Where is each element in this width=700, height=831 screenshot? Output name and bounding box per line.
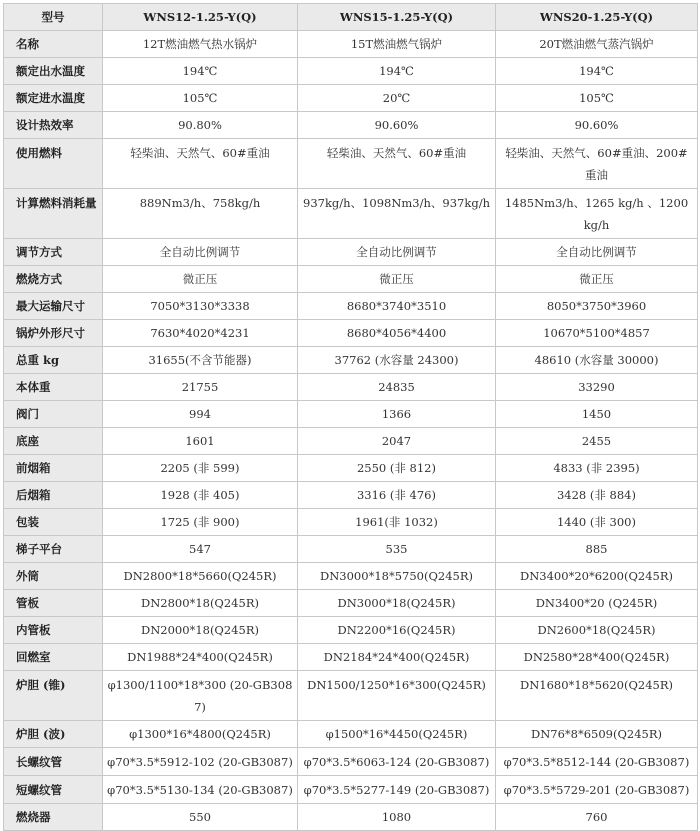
row-label: 外筒	[4, 563, 103, 590]
row-label: 本体重	[4, 374, 103, 401]
table-cell: 194℃	[298, 58, 496, 85]
row-label: 后烟箱	[4, 482, 103, 509]
table-row	[4, 58, 698, 85]
table-cell: 194℃	[496, 58, 698, 85]
row-label: 梯子平台	[4, 536, 103, 563]
table-cell: DN3400*20*6200(Q245R)	[496, 563, 698, 590]
table-cell: 937kg/h、1098Nm3/h、937kg/h	[298, 189, 496, 239]
table-cell: 全自动比例调节	[496, 239, 698, 266]
table-row	[4, 189, 698, 239]
row-label: 前烟箱	[4, 455, 103, 482]
table-row	[4, 721, 698, 748]
table-cell: φ1300/1100*18*300 (20-GB3087)	[103, 671, 298, 721]
table-cell: 37762 (水容量 24300)	[298, 347, 496, 374]
table-cell: 全自动比例调节	[298, 239, 496, 266]
table-row	[4, 509, 698, 536]
table-cell: 31655(不含节能器)	[103, 347, 298, 374]
table-cell: 12T燃油燃气热水锅炉	[103, 31, 298, 58]
table-cell: 21755	[103, 374, 298, 401]
table-cell: DN2800*18*5660(Q245R)	[103, 563, 298, 590]
table-cell: 1366	[298, 401, 496, 428]
table-row	[4, 293, 698, 320]
table-cell: 2205 (非 599)	[103, 455, 298, 482]
row-label: 锅炉外形尺寸	[4, 320, 103, 347]
table-cell: 轻柴油、天然气、60#重油	[103, 139, 298, 189]
table-row	[4, 85, 698, 112]
table-cell: DN3000*18*5750(Q245R)	[298, 563, 496, 590]
row-label: 计算燃料消耗量	[4, 189, 103, 239]
table-cell: 7050*3130*3338	[103, 293, 298, 320]
row-label: 底座	[4, 428, 103, 455]
row-label: 管板	[4, 590, 103, 617]
table-cell: 轻柴油、天然气、60#重油	[298, 139, 496, 189]
table-row	[4, 804, 698, 831]
table-cell: DN3400*20 (Q245R)	[496, 590, 698, 617]
table-cell: 1928 (非 405)	[103, 482, 298, 509]
table-row	[4, 536, 698, 563]
table-cell: DN1988*24*400(Q245R)	[103, 644, 298, 671]
table-cell: φ70*3.5*5729-201 (20-GB3087)	[496, 776, 698, 804]
table-row	[4, 139, 698, 189]
table-row	[4, 671, 698, 721]
row-label: 内管板	[4, 617, 103, 644]
table-cell: 1961(非 1032)	[298, 509, 496, 536]
table-cell: 194℃	[103, 58, 298, 85]
table-row	[4, 776, 698, 804]
row-label: 额定出水温度	[4, 58, 103, 85]
table-row	[4, 644, 698, 671]
table-cell: 994	[103, 401, 298, 428]
header-model-1: WNS12-1.25-Y(Q)	[103, 4, 298, 31]
table-cell: φ1500*16*4450(Q245R)	[298, 721, 496, 748]
table-cell: φ70*3.5*5277-149 (20-GB3087)	[298, 776, 496, 804]
table-cell: 全自动比例调节	[103, 239, 298, 266]
table-cell: 微正压	[298, 266, 496, 293]
table-cell: 3316 (非 476)	[298, 482, 496, 509]
table-cell: 24835	[298, 374, 496, 401]
table-cell: 7630*4020*4231	[103, 320, 298, 347]
table-cell: 1450	[496, 401, 698, 428]
table-cell: 889Nm3/h、758kg/h	[103, 189, 298, 239]
header-label: 型号	[4, 4, 103, 31]
table-cell: DN3000*18(Q245R)	[298, 590, 496, 617]
table-cell: φ70*3.5*8512-144 (20-GB3087)	[496, 748, 698, 776]
table-cell: 1485Nm3/h、1265 kg/h 、1200 kg/h	[496, 189, 698, 239]
table-cell: φ70*3.5*6063-124 (20-GB3087)	[298, 748, 496, 776]
table-cell: 2047	[298, 428, 496, 455]
row-label: 阀门	[4, 401, 103, 428]
table-row	[4, 347, 698, 374]
table-cell: 3428 (非 884)	[496, 482, 698, 509]
table-cell: 1601	[103, 428, 298, 455]
row-label: 炉胆 (波)	[4, 721, 103, 748]
table-row	[4, 374, 698, 401]
table-cell: DN2600*18(Q245R)	[496, 617, 698, 644]
row-label: 短螺纹管	[4, 776, 103, 804]
row-label: 最大运输尺寸	[4, 293, 103, 320]
table-cell: 8050*3750*3960	[496, 293, 698, 320]
header-model-2: WNS15-1.25-Y(Q)	[298, 4, 496, 31]
table-cell: 20℃	[298, 85, 496, 112]
table-cell: 90.80%	[103, 112, 298, 139]
table-cell: φ1300*16*4800(Q245R)	[103, 721, 298, 748]
row-label: 名称	[4, 31, 103, 58]
table-cell: DN1680*18*5620(Q245R)	[496, 671, 698, 721]
table-row	[4, 320, 698, 347]
table-cell: 微正压	[103, 266, 298, 293]
table-row	[4, 748, 698, 776]
row-label: 燃烧器	[4, 804, 103, 831]
table-cell: 8680*3740*3510	[298, 293, 496, 320]
table-cell: 90.60%	[298, 112, 496, 139]
table-row	[4, 112, 698, 139]
table-cell: DN1500/1250*16*300(Q245R)	[298, 671, 496, 721]
table-cell: 1725 (非 900)	[103, 509, 298, 536]
row-label: 燃烧方式	[4, 266, 103, 293]
boiler-spec-table	[3, 3, 698, 831]
table-row	[4, 455, 698, 482]
table-cell: 547	[103, 536, 298, 563]
table-cell: DN2000*18(Q245R)	[103, 617, 298, 644]
row-label: 炉胆 (锥)	[4, 671, 103, 721]
table-row	[4, 266, 698, 293]
table-cell: 8680*4056*4400	[298, 320, 496, 347]
table-row	[4, 617, 698, 644]
table-cell: 4833 (非 2395)	[496, 455, 698, 482]
table-cell: φ70*3.5*5130-134 (20-GB3087)	[103, 776, 298, 804]
table-row	[4, 31, 698, 58]
table-cell: 535	[298, 536, 496, 563]
table-cell: 轻柴油、天然气、60#重油、200#重油	[496, 139, 698, 189]
table-cell: DN2580*28*400(Q245R)	[496, 644, 698, 671]
table-cell: 1080	[298, 804, 496, 831]
table-cell: 1440 (非 300)	[496, 509, 698, 536]
row-label: 总重 kg	[4, 347, 103, 374]
table-cell: 90.60%	[496, 112, 698, 139]
table-cell: 20T燃油燃气蒸汽锅炉	[496, 31, 698, 58]
table-cell: DN2800*18(Q245R)	[103, 590, 298, 617]
row-label: 额定进水温度	[4, 85, 103, 112]
table-cell: 15T燃油燃气锅炉	[298, 31, 496, 58]
table-cell: DN76*8*6509(Q245R)	[496, 721, 698, 748]
table-cell: 2455	[496, 428, 698, 455]
table-cell: DN2184*24*400(Q245R)	[298, 644, 496, 671]
table-cell: 885	[496, 536, 698, 563]
table-cell: 105℃	[496, 85, 698, 112]
header-model-3: WNS20-1.25-Y(Q)	[496, 4, 698, 31]
table-cell: φ70*3.5*5912-102 (20-GB3087)	[103, 748, 298, 776]
row-label: 使用燃料	[4, 139, 103, 189]
table-cell: 2550 (非 812)	[298, 455, 496, 482]
table-row	[4, 563, 698, 590]
table-row	[4, 428, 698, 455]
table-cell: 760	[496, 804, 698, 831]
table-cell: 10670*5100*4857	[496, 320, 698, 347]
table-row	[4, 590, 698, 617]
table-row	[4, 239, 698, 266]
table-cell: DN2200*16(Q245R)	[298, 617, 496, 644]
table-cell: 微正压	[496, 266, 698, 293]
row-label: 设计热效率	[4, 112, 103, 139]
table-row	[4, 482, 698, 509]
row-label: 包装	[4, 509, 103, 536]
table-header-row	[4, 4, 698, 31]
row-label: 长螺纹管	[4, 748, 103, 776]
table-cell: 33290	[496, 374, 698, 401]
row-label: 调节方式	[4, 239, 103, 266]
table-row	[4, 401, 698, 428]
table-cell: 48610 (水容量 30000)	[496, 347, 698, 374]
table-cell: 550	[103, 804, 298, 831]
table-cell: 105℃	[103, 85, 298, 112]
row-label: 回燃室	[4, 644, 103, 671]
